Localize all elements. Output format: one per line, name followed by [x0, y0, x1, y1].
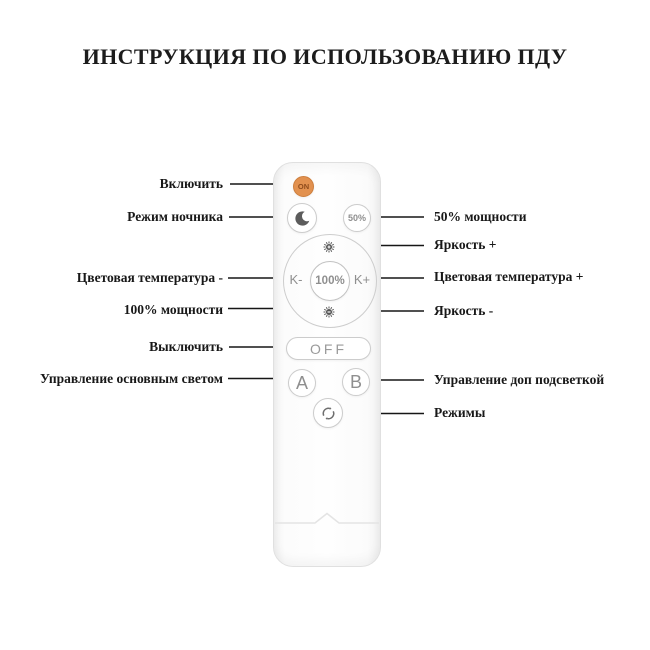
- color-temp-plus-button[interactable]: K+: [353, 272, 371, 287]
- label-night-mode: Режим ночника: [127, 209, 223, 224]
- on-button[interactable]: ON: [293, 176, 314, 197]
- label-power-on: Включить: [159, 176, 223, 191]
- main-light-button[interactable]: A: [288, 369, 316, 397]
- full-power-button[interactable]: 100%: [310, 261, 350, 301]
- remote-control-body: [273, 162, 381, 567]
- crescent-moon-icon: [293, 209, 312, 228]
- label-full-power: 100% мощности: [123, 302, 223, 317]
- cycle-arrows-icon: [318, 403, 339, 424]
- modes-button[interactable]: [313, 398, 343, 428]
- night-mode-button[interactable]: [287, 203, 317, 233]
- label-main-light-control: Управление основным светом: [40, 371, 223, 386]
- label-color-temp-plus: Цветовая температура +: [434, 269, 584, 284]
- label-half-power: 50% мощности: [434, 209, 527, 224]
- page-title: ИНСТРУКЦИЯ ПО ИСПОЛЬЗОВАНИЮ ПДУ: [82, 44, 568, 69]
- sun-plus-icon brightness-up-button[interactable]: [322, 240, 336, 254]
- sun-minus-icon brightness-down-button[interactable]: [322, 305, 336, 319]
- label-power-off: Выключить: [149, 339, 223, 354]
- off-button[interactable]: OFF: [286, 337, 371, 360]
- label-brightness-plus: Яркость +: [434, 237, 497, 252]
- label-brightness-minus: Яркость -: [434, 303, 494, 318]
- label-modes: Режимы: [434, 405, 486, 420]
- label-color-temp-minus: Цветовая температура -: [76, 270, 223, 285]
- aux-light-button[interactable]: B: [342, 368, 370, 396]
- half-power-button[interactable]: 50%: [343, 204, 371, 232]
- label-aux-light-control: Управление доп подсветкой: [434, 372, 605, 387]
- color-temp-minus-button[interactable]: K-: [289, 272, 303, 287]
